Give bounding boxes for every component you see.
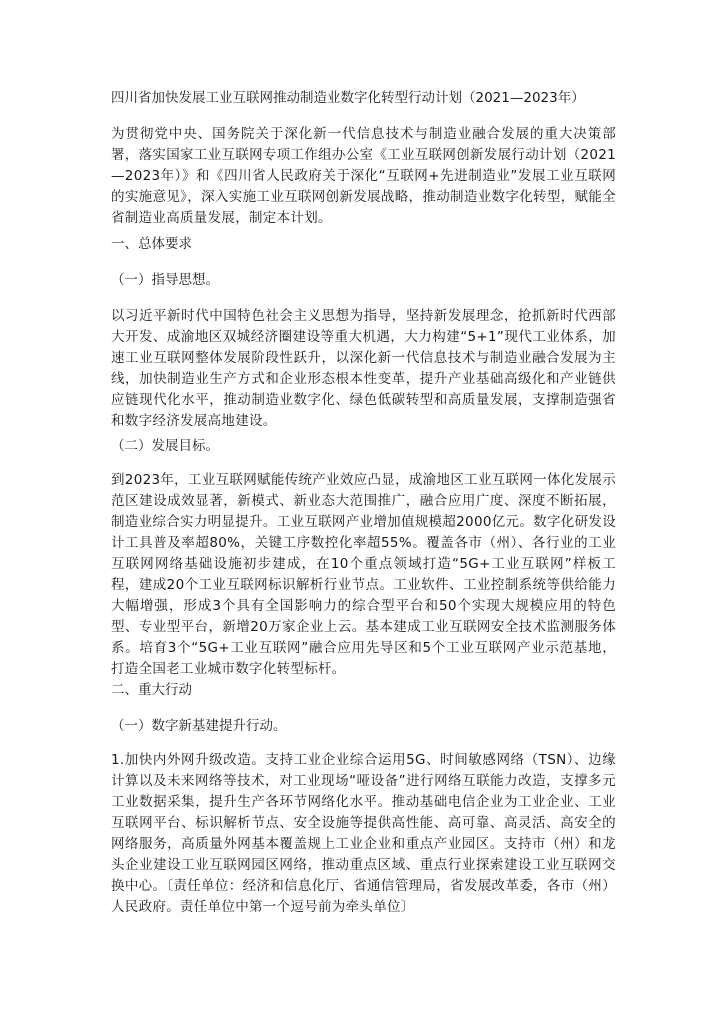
subsection-heading-goals: （二）发展目标。 (111, 438, 219, 454)
document-title: 四川省加快发展工业互联网推动制造业数字化转型行动计划（2021—2023年） (111, 90, 585, 106)
section-heading-overall: 一、总体要求 (111, 236, 192, 252)
guiding-paragraph: 以习近平新时代中国特色社会主义思想为指导，坚持新发展理念，抢抓新时代西部大开发、成渝地区双城经济圈建设等重大机遇，大力构建“5+1”现代工业体系，加速工业互联网整体发展阶段性跃升，以深化新一代信息技术与制造业融合发展为主线，加快制造业生产方式和企业形态根本性变革，提升产业基础高级化和产业链供应链现代化水平，推动制造业数字化、绿色低碳转型和高质量发展，支撑制造强省和数字经济发展高地建设。 (111, 308, 616, 429)
section-heading-actions: 二、重大行动 (111, 682, 192, 698)
subsection-heading-guiding: （一）指导思想。 (111, 272, 219, 288)
action-item-1-paragraph: 1.加快内外网升级改造。支持工业企业综合运用5G、时间敏感网络（TSN）、边缘计算以及未来网络等技术，对工业现场“哑设备”进行网络互联能力改造，支撑多元工业数据采集，提升生产各环节网络化水平。推动基础电信企业为工业企业、工业互联网平台、标识解析节点、安全设施等提供高性能、高可靠、高灵活、高安全的网络服务，高质量外网基本覆盖规上工业企业和重点产业园区。支持市（州）和龙头企业建设工业互联网园区网络，推动重点区域、重点行业探索建设工业互联网交换中心。〔责任单位：经济和信息化厅、省通信管理局，省发展改革委，各市（州）人民政府。责任单位中第一个逗号前为牵头单位〕 (111, 752, 616, 915)
intro-paragraph: 为贯彻党中央、国务院关于深化新一代信息技术与制造业融合发展的重大决策部署，落实国家工业互联网专项工作组办公室《工业互联网创新发展行动计划（2021—2023年）》和《四川省人民政府关于深化“互联网+先进制造业”发展工业互联网的实施意见》，深入实施工业互联网创新发展战略，推动制造业数字化转型，赋能全省制造业高质量发展，制定本计划。 (111, 126, 616, 226)
goals-paragraph: 到2023年，工业互联网赋能传统产业效应凸显，成渝地区工业互联网一体化发展示范区建设成效显著，新模式、新业态大范围推广，融合应用广度、深度不断拓展，制造业综合实力明显提升。工业互联网产业增加值规模超2000亿元。数字化研发设计工具普及率超80%，关键工序数控化率超55%。覆盖各市（州）、各行业的工业互联网网络基础设施初步建成，在10个重点领域打造“5G+工业互联网”样板工程，建成20个工业互联网标识解析行业节点。工业软件、工业控制系统等供给能力大幅增强，形成3个具有全国影响力的综合型平台和50个实现大规模应用的特色型、专业型平台，新增20万家企业上云。基本建成工业互联网安全技术监测服务体系。培育3个“5G+工业互联网”融合应用先导区和5个工业互联网产业示范基地，打造全国老工业城市数字化转型标杆。 (111, 472, 616, 677)
subsection-heading-infrastructure: （一）数字新基建提升行动。 (111, 718, 287, 734)
